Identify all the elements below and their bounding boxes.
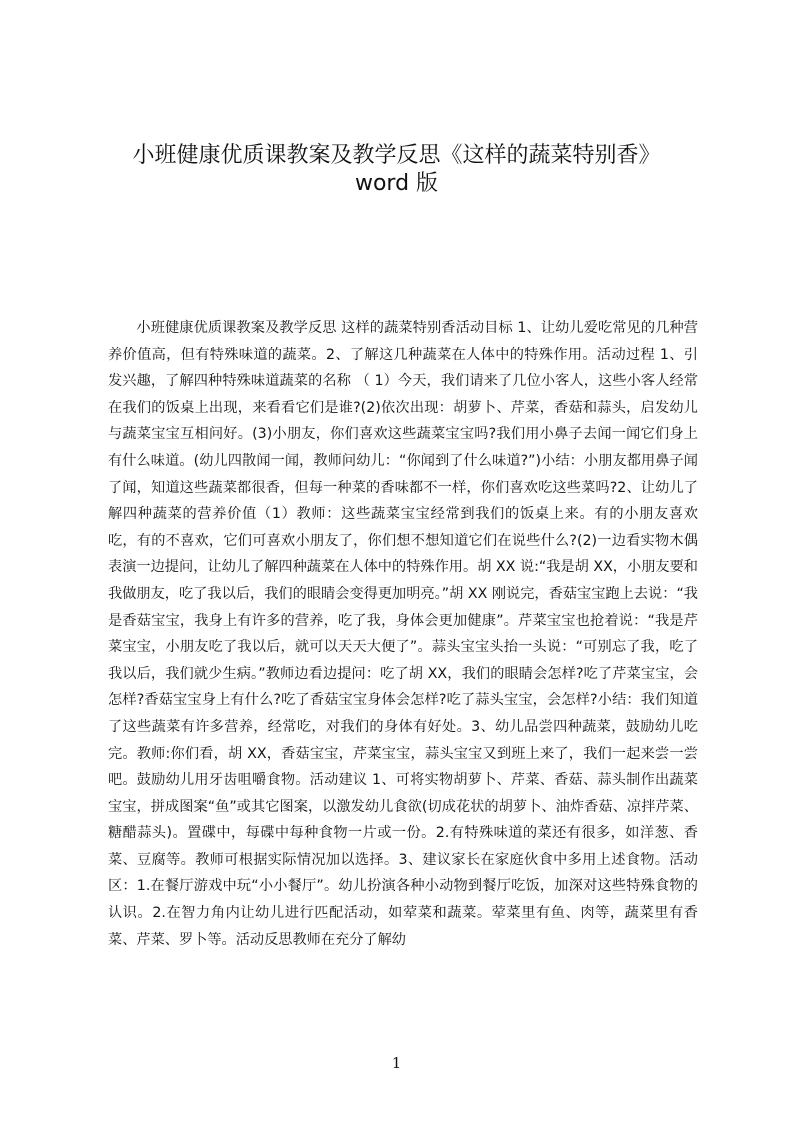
page-number: 1 [391, 1054, 402, 1072]
title-line-2: word 版 [354, 171, 439, 196]
title-line-1: 小班健康优质课教案及教学反思《这样的蔬菜特别香》 [132, 143, 661, 168]
document-title [60, 142, 733, 198]
body-paragraph: 小班健康优质课教案及教学反思 这样的蔬菜特别香活动目标 1、让幼儿爱吃常见的几种营养价值高，但有特殊味道的蔬菜。2、了解这几种蔬菜在人体中的特殊作用。活动过程 1、引发兴趣，了解四种特殊味道蔬菜的名称 （ 1）今天，我们请来了几位小客人，这些小客人经常在我们的饭桌上出现，来看看它们是谁?(2)依次出现：胡萝卜、芹菜，香菇和蒜头，启发幼儿与蔬菜宝宝互相问好。(3)小朋友，你们喜欢这些蔬菜宝宝吗?我们用小鼻子去闻一闻它们身上有什么味道。(幼儿四散闻一闻，教师问幼儿：“你闻到了什么味道?”)小结：小朋友都用鼻子闻了闻，知道这些蔬菜都很香，但每一种菜的香味都不一样，你们喜欢吃这些菜吗?2、让幼儿了解四种蔬菜的营养价值（1）教师：这些蔬菜宝宝经常到我们的饭桌上来。有的小朋友喜欢吃，有的不喜欢，它们可喜欢小朋友了，你们想不想知道它们在说些什么?(2)一边看实物木偶表演一边提问，让幼儿了解四种蔬菜在人体中的特殊作用。胡 XX 说:“我是胡 XX，小朋友要和我做朋友，吃了我以后，我们的眼睛会变得更加明亮。”胡 XX 刚说完，香菇宝宝跑上去说：“我是香菇宝宝，我身上有许多的营养，吃了我，身体会更加健康”。芹菜宝宝也抢着说：“我是芹菜宝宝，小朋友吃了我以后，就可以天天大便了”。蒜头宝宝头抬一头说：“可别忘了我，吃了我以后，我们就少生病。”教师边看边提问：吃了胡 XX，我们的眼睛会怎样?吃了芹菜宝宝，会怎样?香菇宝宝身上有什么?吃了香菇宝宝身体会怎样?吃了蒜头宝宝，会怎样?小结：我们知道了这些蔬菜有许多营养，经常吃，对我们的身体有好处。3、幼儿品尝四种蔬菜，鼓励幼儿吃完。教师:你们看，胡 XX，香菇宝宝，芹菜宝宝，蒜头宝宝又到班上来了，我们一起来尝一尝吧。鼓励幼儿用牙齿咀嚼食物。活动建议 1、可将实物胡萝卜、芹菜、香菇、蒜头制作出蔬菜宝宝，拼成图案“鱼”或其它图案，以激发幼儿食欲(切成花状的胡萝卜、油炸香菇、凉拌芹菜、糖醋蒜头)。置碟中，每碟中每种食物一片或一份。2.有特殊味道的菜还有很多，如洋葱、香菜、豆腐等。教师可根据实际情况加以选择。3、建议家长在家庭伙食中多用上述食物。活动区：1.在餐厅游戏中玩“小小餐厅”。幼儿扮演各种小动物到餐厅吃饭，加深对这些特殊食物的认识。2.在智力角内让幼儿进行匹配活动，如荤菜和蔬菜。荤菜里有鱼、肉等，蔬菜里有香菜、芹菜、罗卜等。活动反思教师在充分了解幼 [108, 320, 699, 948]
